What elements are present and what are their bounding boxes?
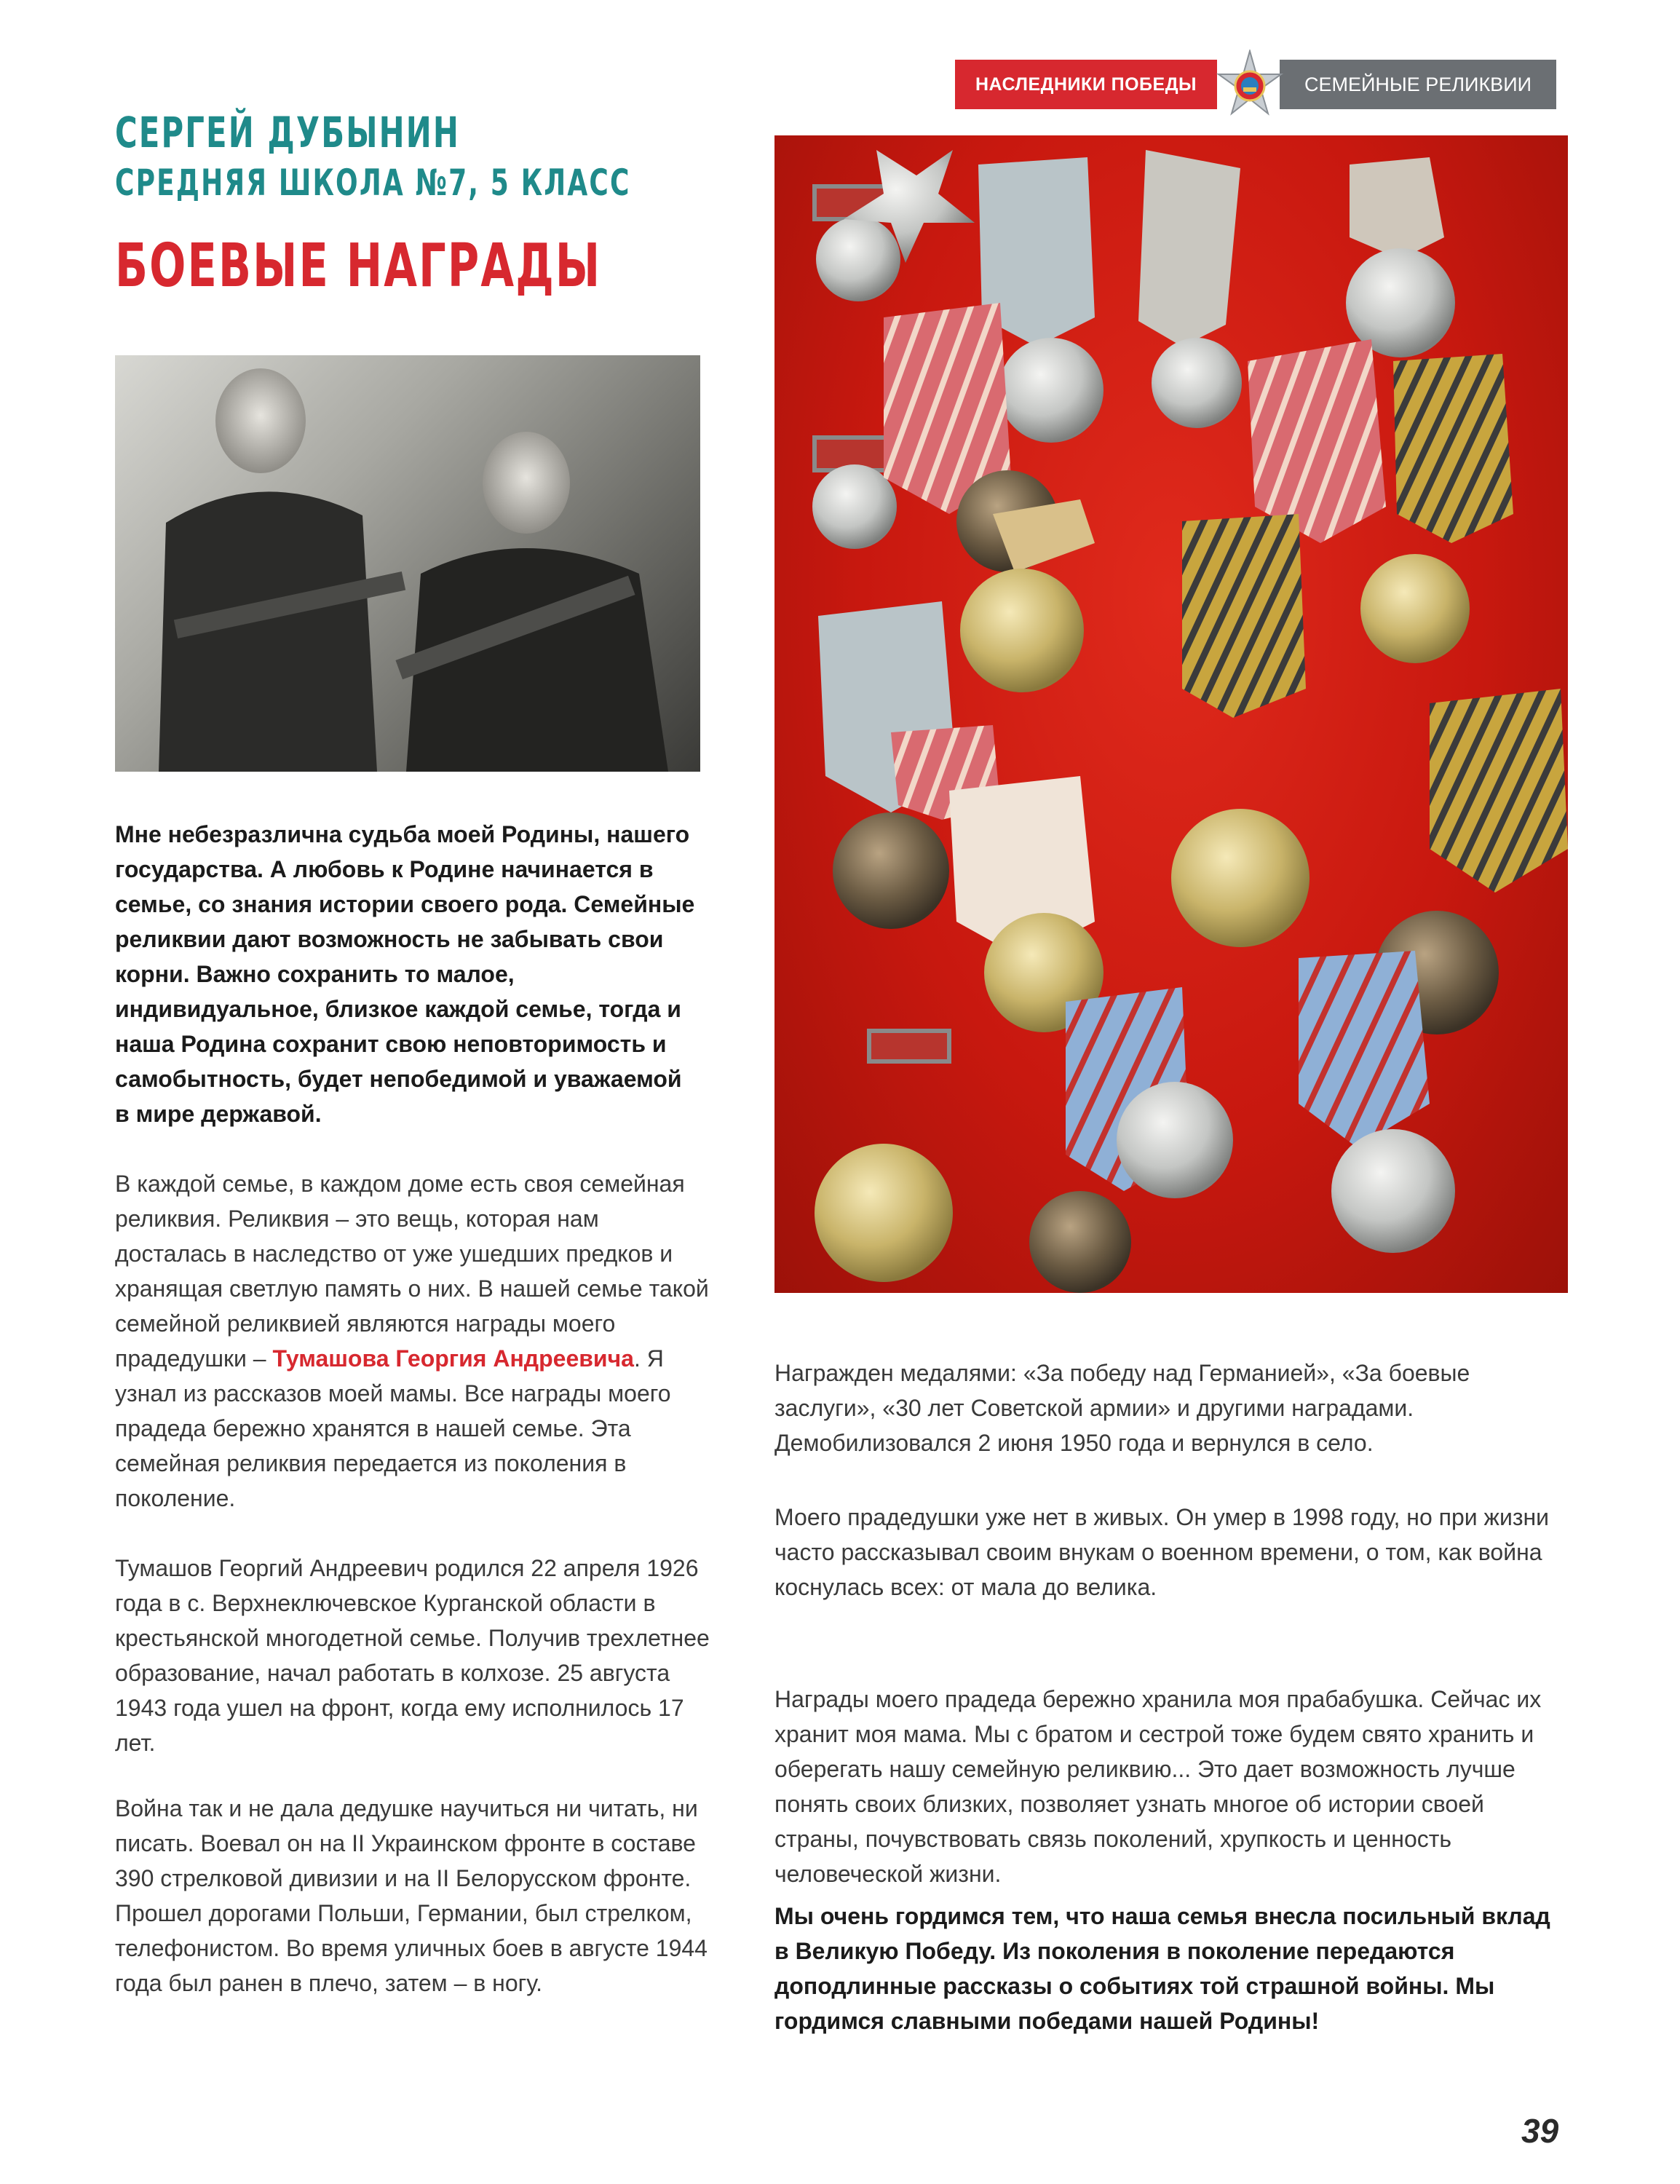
article-title: БОЕВЫЕ НАГРАДЫ bbox=[115, 232, 602, 301]
section-label-relics: СЕМЕЙНЫЕ РЕЛИКВИИ bbox=[1280, 60, 1556, 109]
section-label-heirs: НАСЛЕДНИКИ ПОБЕДЫ bbox=[955, 60, 1217, 109]
medals-photo bbox=[774, 135, 1568, 1293]
paragraph-relic bbox=[115, 1166, 712, 1516]
section-header bbox=[955, 57, 1556, 112]
paragraph-memory: Моего прадедушки уже нет в живых. Он умер в 1998 году, но при жизни часто рассказывал своим внукам о военном времени, о том, как война коснулась всех: от мала до велика. bbox=[774, 1504, 1550, 1600]
page-number: 39 bbox=[1521, 2112, 1559, 2150]
soldiers-photo bbox=[115, 355, 700, 772]
paragraph-biography: Тумашов Георгий Андреевич родился 22 апреля 1926 года в с. Верхнеключевское Курганской области в крестьянской многодетной семье. Получив трехлетнее образование, начал работать в колхозе. 25 августа 1943 года ушел на фронт, когда ему исполнилось 17 лет. bbox=[115, 1555, 710, 1756]
lead-paragraph: Мне небезразлична судьба моей Родины, нашего государства. А любовь к Родине начинается в семье, со знания истории своего рода. Семейные реликвии дают возможность не забывать свои корни. Важно сохранить то малое, индивидуальное, близкое каждой семье, тогда и наша Родина сохранит свою неповторимость и самобытность, будет непобедимой и уважаемой в мире державой. bbox=[115, 821, 695, 1127]
paragraph-war: Война так и не дала дедушке научиться ни читать, ни писать. Воевал он на II Украинском фронте в составе 390 стрелковой дивизии и на II Белорусском фронте. Прошел дорогами Польши, Германии, был стрелком, телефонистом. Во время уличных боев в августе 1944 года был ранен в плечо, затем – в ногу. bbox=[115, 1795, 708, 1996]
school-class: СРЕДНЯЯ ШКОЛА №7, 5 КЛАСС bbox=[115, 162, 631, 204]
closing-paragraph: Мы очень гордимся тем, что наша семья внесла посильный вклад в Великую Победу. Из поколения в поколение передаются доподлинные рассказы о событиях той страшной войны. Мы гордимся славными победами нашей Родины! bbox=[774, 1903, 1550, 2034]
paragraph-heritage: Награды моего прадеда бережно хранила моя прабабушка. Сейчас их хранит моя мама. Мы с братом и сестрой тоже будем свято хранить и оберегать нашу семейную реликвию... Это дает возможность лучше понять своих близких, позволяет узнать многое об истории своей страны, почувствовать связь поколений, хрупкость и ценность человеческой жизни. bbox=[774, 1686, 1542, 1887]
paragraph-relic-text-2: . Я узнал из рассказов моей мамы. Все награды моего прадеда бережно хранятся в нашей семье. Эта семейная реликвия передается из поколения в поколение. bbox=[115, 1345, 671, 1511]
paragraph-relic-text-1: В каждой семье, в каждом доме есть своя семейная реликвия. Реликвия – это вещь, которая нам досталась в наследство от уже ушедших предков и хранящая светлую память о них. В нашей семье такой семейной реликвией являются награды моего прадедушки – bbox=[115, 1171, 709, 1372]
paragraph-awards: Награжден медалями: «За победу над Германией», «За боевые заслуги», «30 лет Советской армии» и другими наградами. Демобилизовался 2 июня 1950 года и вернулся в село. bbox=[774, 1360, 1470, 1456]
great-grandfather-name: Тумашова Георгия Андреевича bbox=[272, 1345, 634, 1372]
author-name: СЕРГЕЙ ДУБЫНИН bbox=[115, 108, 460, 157]
victory-order-icon bbox=[1210, 50, 1290, 122]
